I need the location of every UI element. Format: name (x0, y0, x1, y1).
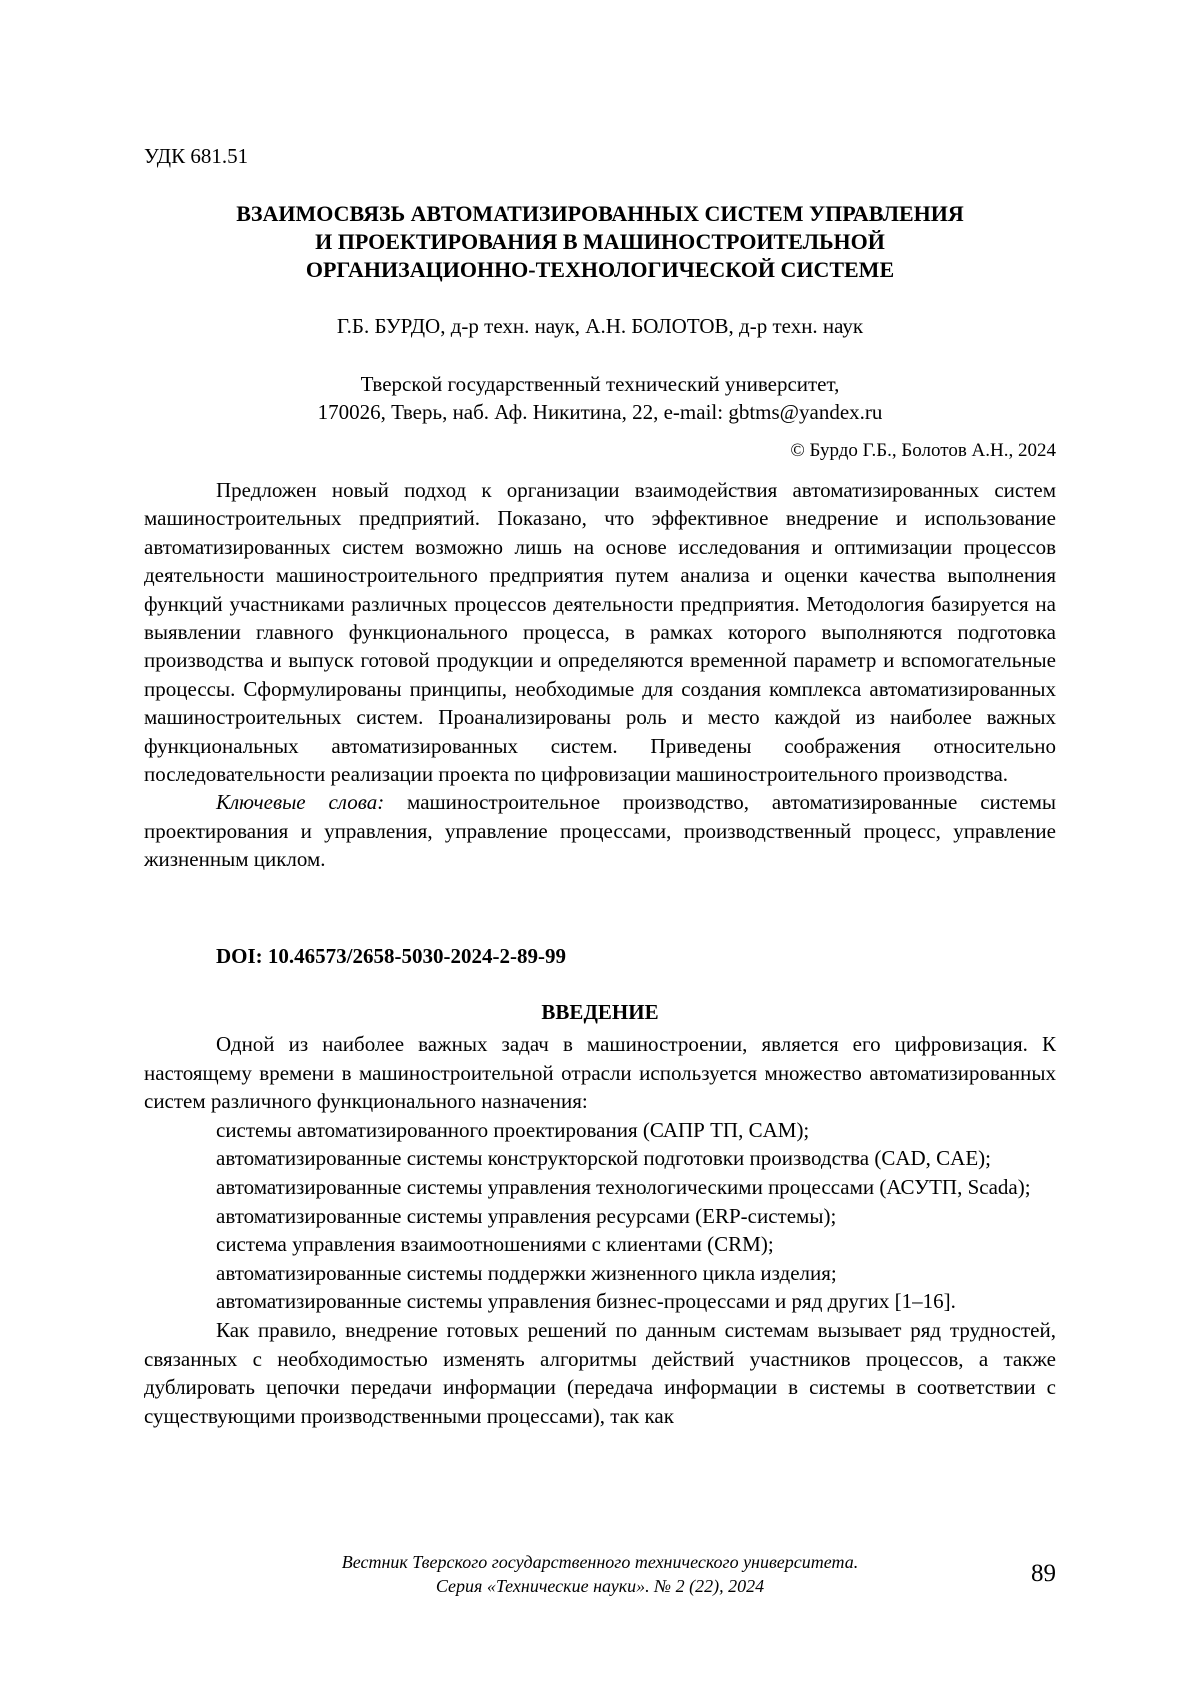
keywords-text: машиностроительное производство, автоматизированные системы проектирования и управления, управление процессами, производственный процесс, управление жизненным циклом. (144, 790, 1056, 871)
title-line: ВЗАИМОСВЯЗЬ АВТОМАТИЗИРОВАННЫХ СИСТЕМ УПРАВЛЕНИЯ (144, 200, 1056, 228)
list-item: автоматизированные системы конструкторской подготовки производства (CAD, CAE); (144, 1144, 1056, 1173)
list-item: системы автоматизированного проектирования (САПР ТП, CAM); (144, 1116, 1056, 1145)
authors: Г.Б. БУРДО, д-р техн. наук, А.Н. БОЛОТОВ, д-р техн. наук (144, 314, 1056, 339)
abstract-text: Предложен новый подход к организации взаимодействия автоматизированных систем машиностроительных предприятий. Показано, что эффективное внедрение и использование автоматизированных систем возможно лишь на основе исследования и оптимизации процессов деятельности машиностроительного предприятия путем анализа и оценки качества выполнения функций участниками различных процессов деятельности предприятия. Методология базируется на выявлении главного функционального процесса, в рамках которого выполняются подготовка производства и выпуск готовой продукции и определяются временной параметр и вспомогательные процессы. Сформулированы принципы, необходимые для создания комплекса автоматизированных машиностроительных систем. Проанализированы роль и место каждой из наиболее важных функциональных автоматизированных систем. Приведены соображения относительно последовательности реализации проекта по цифровизации машиностроительного производства. (144, 476, 1056, 788)
footer-line: Серия «Технические науки». № 2 (22), 2024 (144, 1574, 1056, 1598)
keywords (144, 788, 1056, 873)
copyright: © Бурдо Г.Б., Болотов А.Н., 2024 (144, 440, 1056, 462)
list-item: система управления взаимоотношениями с клиентами (CRM); (144, 1230, 1056, 1259)
abstract (144, 476, 1056, 874)
paper-title (144, 200, 1056, 284)
paragraph: Как правило, внедрение готовых решений по данным системам вызывает ряд трудностей, связанных с необходимостью изменять алгоритмы действий участников процессов, а также дублировать цепочки передачи информации (передача информации в системы в соответствии с существующими производственными процессами), так как (144, 1316, 1056, 1430)
keywords-label: Ключевые слова: (216, 790, 384, 814)
doi: DOI: 10.46573/2658-5030-2024-2-89-99 (216, 944, 566, 969)
document-page (0, 0, 1200, 1697)
list-item: автоматизированные системы управления бизнес-процессами и ряд других [1–16]. (144, 1287, 1056, 1316)
affiliation (144, 370, 1056, 426)
udk-code: УДК 681.51 (144, 144, 248, 169)
list-item: автоматизированные системы управления технологическими процессами (АСУТП, Scada); (144, 1173, 1056, 1202)
paragraph: Одной из наиболее важных задач в машиностроении, является его цифро­визация. К настоящему времени в машиностроительной отрасли используется множество автоматизированных систем различного функционального назначения: (144, 1030, 1056, 1116)
intro-body (144, 1030, 1056, 1430)
footer-line: Вестник Тверского государственного технического университета. (144, 1550, 1056, 1574)
list-item: автоматизированные системы управления ресурсами (ERP-системы); (144, 1202, 1056, 1231)
affiliation-line: Тверской государственный технический университет, (144, 370, 1056, 398)
title-line: ОРГАНИЗАЦИОННО-ТЕХНОЛОГИЧЕСКОЙ СИСТЕМЕ (144, 256, 1056, 284)
journal-footer (144, 1550, 1056, 1598)
section-heading: ВВЕДЕНИЕ (144, 1000, 1056, 1025)
affiliation-line: 170026, Тверь, наб. Аф. Никитина, 22, e-mail: gbtms@yandex.ru (144, 398, 1056, 426)
page-number: 89 (1031, 1560, 1056, 1588)
title-line: И ПРОЕКТИРОВАНИЯ В МАШИНОСТРОИТЕЛЬНОЙ (144, 228, 1056, 256)
list-item: автоматизированные системы поддержки жизненного цикла изделия; (144, 1259, 1056, 1288)
